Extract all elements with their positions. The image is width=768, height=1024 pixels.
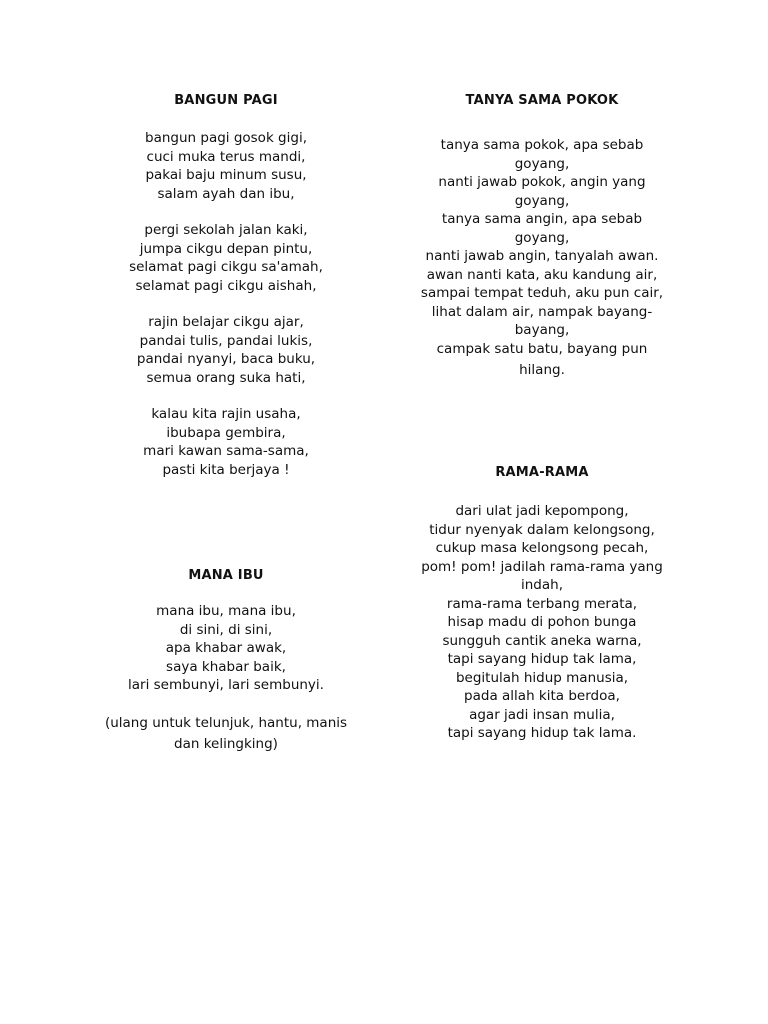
poem-line: pandai tulis, pandai lukis,: [139, 332, 313, 349]
poem-line: goyang,: [514, 155, 570, 172]
poem-line: campak satu batu, bayang pun: [436, 340, 648, 357]
poem-line: rama-rama terbang merata,: [446, 595, 638, 612]
poem-line: cuci muka terus mandi,: [146, 148, 306, 165]
poem-line: pergi sekolah jalan kaki,: [144, 222, 308, 238]
poem-line: lari sembunyi, lari sembunyi.: [128, 677, 324, 693]
poem-line: tanya sama pokok, apa sebab: [440, 137, 644, 153]
stanza: [402, 136, 682, 380]
poem-line: lihat dalam air, nampak bayang-: [431, 303, 653, 320]
poem-title: MANA IBU: [188, 568, 264, 583]
poem-line: mana ibu, mana ibu,: [156, 603, 296, 619]
poem-mana-ibu: [86, 568, 366, 755]
poem-bangun-pagi: [96, 93, 356, 479]
poem-line: indah,: [521, 577, 563, 593]
poem-line: ibubapa gembira,: [166, 424, 286, 441]
poem-line: jumpa cikgu depan pintu,: [139, 240, 313, 257]
poem-line: awan nanti kata, aku kandung air,: [426, 266, 658, 283]
poem-line: mari kawan sama-sama,: [143, 443, 309, 459]
poem-line: nanti jawab pokok, angin yang: [438, 174, 646, 190]
repeat-note: [86, 713, 366, 755]
poem-line: apa khabar awak,: [165, 640, 287, 656]
poem-line: sungguh cantik aneka warna,: [442, 632, 642, 649]
stanza: [402, 502, 682, 743]
poem-line: hisap madu di pohon bunga: [447, 614, 637, 630]
poem-line: selamat pagi cikgu sa'amah,: [129, 259, 323, 275]
poem-line: pada allah kita berdoa,: [464, 688, 620, 704]
poem-line: salam ayah dan ibu,: [157, 185, 295, 202]
poem-line: pandai nyanyi, baca buku,: [136, 351, 316, 367]
poem-line: di sini, di sini,: [179, 621, 273, 638]
poem-line: goyang,: [514, 192, 570, 209]
poem-line: tapi sayang hidup tak lama,: [447, 651, 637, 667]
note-line: dan kelingking): [174, 735, 278, 752]
poem-title: TANYA SAMA POKOK: [465, 93, 619, 108]
poem-line: agar jadi insan mulia,: [469, 706, 615, 723]
stanza: [96, 313, 356, 387]
poem-line: pakai baju minum susu,: [145, 167, 307, 183]
poem-line: sampai tempat teduh, aku pun cair,: [420, 285, 664, 301]
poem-line: tidur nyenyak dalam kelongsong,: [429, 521, 655, 538]
poem-line: hilang.: [519, 362, 565, 378]
poem-line: cukup masa kelongsong pecah,: [435, 540, 649, 556]
poem-line: tapi sayang hidup tak lama.: [447, 725, 637, 741]
poem-title: RAMA-RAMA: [495, 465, 589, 480]
note-line: (ulang untuk telunjuk, hantu, manis: [104, 714, 348, 731]
poem-line: goyang,: [514, 229, 570, 246]
poem-rama-rama: [402, 465, 682, 743]
poem-line: bangun pagi gosok gigi,: [145, 130, 307, 146]
poem-line: pasti kita berjaya !: [162, 461, 290, 478]
poem-line: saya khabar baik,: [166, 658, 286, 675]
poem-title: BANGUN PAGI: [174, 93, 278, 108]
poem-line: begitulah hidup manusia,: [455, 669, 629, 686]
stanza: [86, 602, 366, 695]
poem-line: nanti jawab angin, tanyalah awan.: [425, 248, 659, 264]
poem-line: kalau kita rajin usaha,: [151, 406, 301, 422]
poem-line: tanya sama angin, apa sebab: [441, 211, 643, 227]
stanza: [96, 221, 356, 295]
poem-tanya-sama-pokok: [402, 93, 682, 380]
stanza: [96, 405, 356, 479]
stanza: [96, 129, 356, 203]
poem-line: bayang,: [514, 322, 570, 338]
poem-line: selamat pagi cikgu aishah,: [135, 277, 317, 294]
poem-line: semua orang suka hati,: [146, 369, 306, 386]
poem-line: pom! pom! jadilah rama-rama yang: [421, 558, 663, 575]
poem-line: rajin belajar cikgu ajar,: [148, 314, 304, 330]
poem-line: dari ulat jadi kepompong,: [455, 503, 629, 519]
